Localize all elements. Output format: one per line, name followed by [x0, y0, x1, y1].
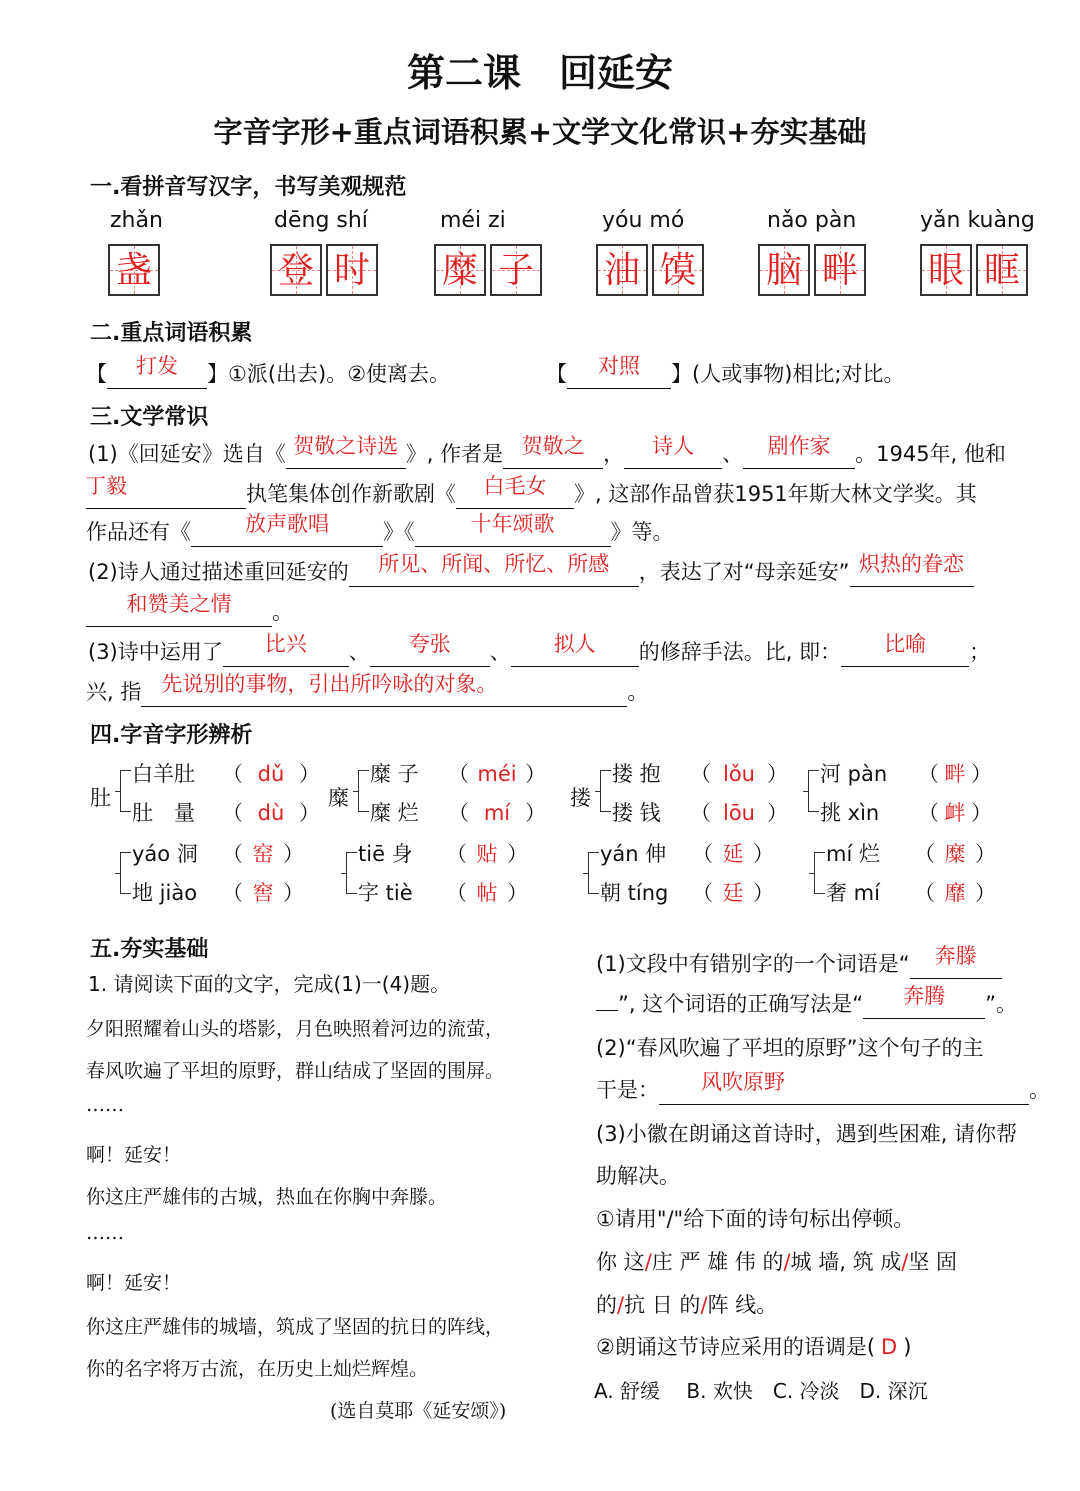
answer-slot: （ 窖 ） — [222, 881, 304, 905]
poem-line: …… — [86, 1222, 124, 1244]
answer-blank: 放声歌唱 — [191, 516, 383, 547]
lit-line-4: (2)诗人通过描述重回延安的 所见、所闻、所忆、所感 ，表达了对“母亲延安” 炽热的眷恋 — [88, 556, 974, 587]
word: 挑 xìn — [820, 801, 880, 825]
q3-line1: (3)小徽在朗诵这首诗时，遇到些困难, 请你帮 — [596, 1122, 1018, 1146]
answer-slot: （ dǔ ） — [222, 762, 320, 786]
answer-char: 油 — [603, 250, 640, 291]
char-box — [652, 244, 704, 296]
answer-blank: 风吹原野 — [659, 1074, 1029, 1105]
answer-slot: （ mí ） — [448, 801, 546, 825]
lit-line-6: (3)诗中运用了 比兴 、 夸张 、 拟人 的修辞手法。比, 即： 比喻 ； — [88, 636, 990, 667]
answer-slot: （ 廷 ） — [692, 881, 774, 905]
answer-blank: 白毛女 — [456, 478, 574, 509]
char-box — [326, 244, 378, 296]
lit-line-2: 丁毅 执笔集体创作新歌剧《 白毛女 》, 这部作品曾获1951年斯大林文学奖。其 — [86, 478, 977, 509]
page-subtitle: 字音字形+重点词语积累+文学文化常识+夯实基础 — [213, 115, 867, 149]
char-box — [758, 244, 810, 296]
answer-blank: 比兴 — [223, 636, 349, 667]
brace — [600, 770, 611, 812]
poem-line: …… — [86, 1094, 124, 1116]
char-box — [490, 244, 542, 296]
answer-slot: （ 衅 ） — [918, 801, 992, 825]
section-4-heading: 四.字音字形辨析 — [90, 723, 253, 748]
pause-line-2: 的/抗 日 的/阵 线。 — [596, 1293, 778, 1317]
bracket-open: 【 — [546, 362, 567, 386]
section-5-heading: 五.夯实基础 — [90, 937, 209, 962]
brace — [346, 852, 357, 894]
question-prompt: 1. 请阅读下面的文字，完成(1)一(4)题。 — [88, 972, 451, 996]
poem-line: 春风吹遍了平坦的原野，群山结成了坚固的围屏。 — [86, 1060, 505, 1082]
answer-char: 糜 — [441, 250, 478, 291]
word: 肚 量 — [132, 801, 195, 825]
pinyin-2: dēng shí — [274, 208, 368, 233]
answer-char: 时 — [333, 250, 370, 291]
char-box — [434, 244, 486, 296]
char-box — [108, 244, 160, 296]
brace — [120, 852, 131, 894]
answer-char: 眶 — [983, 250, 1020, 291]
answer-blank: 先说别的事物，引出所吟咏的对象。 — [141, 676, 627, 707]
word: mí 烂 — [826, 842, 880, 866]
q1-line1: (1)文段中有错别字的一个词语是“ 奔滕 — [596, 948, 1002, 979]
answer-char: 馍 — [659, 250, 696, 291]
q1-line2: ”, 这个词语的正确写法是“ 奔腾 ”。 — [596, 988, 1017, 1019]
answer-blank — [596, 1010, 618, 1011]
group-head-char: 肚 — [90, 786, 111, 810]
pinyin-6: yǎn kuàng — [920, 208, 1035, 233]
answer-blank: 夸张 — [370, 636, 490, 667]
brace — [814, 852, 825, 894]
char-box — [596, 244, 648, 296]
answer-blank: 炽热的眷恋 — [850, 556, 974, 587]
q2-line2: 干是： 风吹原野 。 — [596, 1074, 1050, 1105]
answer-blank: 诗人 — [624, 438, 722, 469]
q3-sub2: ②朗诵这节诗应采用的语调是( D ) — [596, 1335, 912, 1359]
word: 奢 mí — [826, 881, 880, 905]
word: 字 tiè — [358, 881, 413, 905]
poem-line: 你的名字将万古流，在历史上灿烂辉煌。 — [86, 1358, 429, 1380]
answer-blank: 所见、所闻、所忆、所感 — [349, 556, 639, 587]
answer-char: 子 — [497, 250, 534, 291]
poem-line: 夕阳照耀着山头的塔影，月色映照着河边的流萤， — [86, 1018, 505, 1040]
answer-blank: 对照 — [567, 358, 671, 389]
poem-line: 你这庄严雄伟的古城，热血在你胸中奔滕。 — [86, 1186, 448, 1208]
q2-line1: (2)“春风吹遍了平坦的原野”这个句子的主 — [596, 1036, 984, 1060]
answer-blank: 剧作家 — [743, 438, 855, 469]
pinyin-5: nǎo pàn — [767, 208, 857, 233]
lit-line-7: 兴, 指 先说别的事物，引出所吟咏的对象。 。 — [86, 676, 648, 707]
group-head-char: 糜 — [328, 786, 349, 810]
answer-slot: （ 窑 ） — [222, 842, 304, 866]
answer-slot: （ dù ） — [222, 801, 320, 825]
answer-slot: （ lǒu ） — [690, 762, 788, 786]
word: 河 pàn — [820, 762, 888, 786]
brace — [120, 770, 131, 812]
poem-line: 啊！延安！ — [86, 1272, 182, 1294]
word: 地 jiào — [132, 881, 198, 905]
word: 搂 抱 — [612, 762, 661, 786]
char-box — [976, 244, 1028, 296]
char-box — [814, 244, 866, 296]
char-box — [920, 244, 972, 296]
answer-blank: 和赞美之情 — [86, 596, 272, 627]
lit-line-5: 和赞美之情 。 — [86, 596, 293, 627]
bracket-close: 】 — [671, 362, 692, 386]
answer-char: 登 — [277, 250, 314, 291]
poem-source: (选自莫耶《延安颂》) — [330, 1400, 507, 1422]
poem-line: 你这庄严雄伟的城墙，筑成了坚固的抗日的阵线， — [86, 1316, 505, 1338]
bracket-close: 】 — [207, 362, 228, 386]
pinyin-4: yóu mó — [602, 208, 685, 233]
answer-blank: 贺敬之诗选 — [286, 438, 406, 469]
q3-sub1: ①请用"/"给下面的诗句标出停顿。 — [596, 1207, 915, 1231]
section-1-heading: 一.看拼音写汉字，书写美观规范 — [90, 175, 407, 200]
answer-slot: （ 帖 ） — [446, 881, 528, 905]
page-title: 第二课 回延安 — [406, 51, 673, 95]
answer-blank: 丁毅 — [86, 478, 246, 509]
answer-slot: （ 延 ） — [692, 842, 774, 866]
answer-blank: 比喻 — [841, 636, 969, 667]
word: yán 伸 — [600, 842, 667, 866]
poem-line: 啊！延安！ — [86, 1144, 182, 1166]
char-box — [270, 244, 322, 296]
answer-char: 眼 — [927, 250, 964, 291]
word: 糜 子 — [370, 762, 419, 786]
brace — [588, 852, 599, 894]
answer-blank: 贺敬之 — [503, 438, 603, 469]
pause-line-1: 你 这/庄 严 雄 伟 的/城 墙, 筑 成/坚 固 — [596, 1250, 958, 1274]
answer-blank: 奔滕 — [910, 948, 1002, 979]
brace — [358, 770, 369, 812]
word: yáo 洞 — [132, 842, 198, 866]
word: tiē 身 — [358, 842, 413, 866]
lit-line-3: 作品还有《 放声歌唱 》《 十年颂歌 》等。 — [86, 516, 674, 547]
answer-blank: 奔腾 — [863, 988, 985, 1019]
pinyin-3: méi zi — [440, 208, 506, 233]
vocab-item-1 — [86, 354, 451, 389]
brace — [808, 770, 819, 812]
section-2-heading: 二.重点词语积累 — [90, 321, 253, 346]
answer-slot: （ lōu ） — [690, 801, 788, 825]
answer-slot: （ 糜 ） — [914, 842, 996, 866]
answer-blank: 拟人 — [511, 636, 639, 667]
lit-line-1: (1)《回延安》选自《 贺敬之诗选 》, 作者是 贺敬之 ， 诗人 、 剧作家 。1945年, 他和 — [88, 438, 1006, 469]
pinyin-1: zhǎn — [110, 208, 163, 233]
vocab-item-2 — [546, 354, 905, 389]
answer-blank: 十年颂歌 — [415, 516, 611, 547]
group-head-char: 搂 — [570, 786, 591, 810]
word: 糜 烂 — [370, 801, 419, 825]
answer-slot: （ 畔 ） — [918, 762, 992, 786]
answer-blank: 打发 — [107, 358, 207, 389]
answer-char: 盏 — [115, 250, 152, 291]
section-3-heading: 三.文学常识 — [90, 405, 209, 430]
answer-char: 脑 — [765, 250, 802, 291]
answer-slot: （ 靡 ） — [914, 881, 996, 905]
answer-char: 畔 — [821, 250, 858, 291]
bracket-open: 【 — [86, 362, 107, 386]
answer-slot: （ méi ） — [448, 762, 546, 786]
word: 搂 钱 — [612, 801, 661, 825]
definition: ①派(出去)。②使离去。 — [228, 362, 451, 386]
q3-line2: 助解决。 — [596, 1164, 680, 1188]
word: 白羊肚 — [132, 762, 195, 786]
answer-slot: （ 贴 ） — [446, 842, 528, 866]
definition: (人或事物)相比;对比。 — [692, 362, 905, 386]
options: A. 舒缓 B. 欢快 C. 冷淡 D. 深沉 — [594, 1379, 928, 1403]
word: 朝 tíng — [600, 881, 669, 905]
